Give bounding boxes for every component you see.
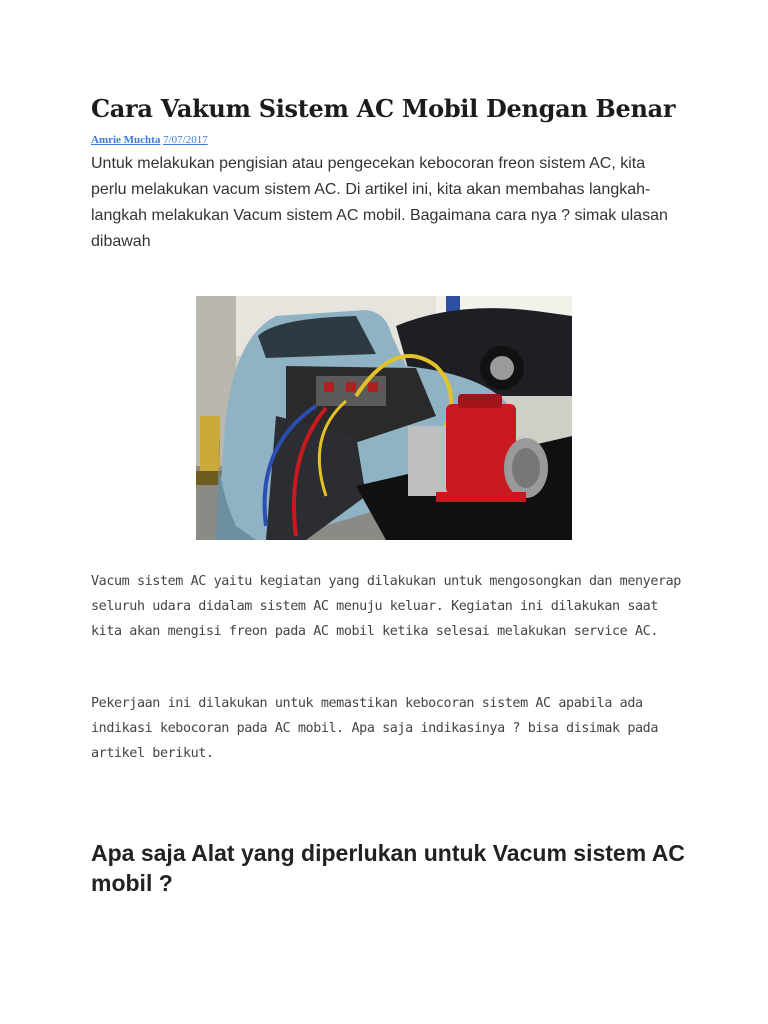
section-heading: Apa saja Alat yang diperlukan untuk Vacum sistem AC mobil ? — [91, 840, 685, 896]
article-title: Cara Vakum Sistem AC Mobil Dengan Benar — [91, 94, 676, 123]
hero-image — [196, 296, 572, 540]
intro-paragraph: Untuk melakukan pengisian atau pengecekan kebocoran freon sistem AC, kita perlu melakukan vacum sistem AC. Di artikel ini, kita akan membahas langkah-langkah melakukan Vacum sistem AC mobil. Bagaimana cara nya ? simak ulasan dibawah — [91, 155, 668, 250]
body-paragraph-2: Pekerjaan ini dilakukan untuk memastikan kebocoran sistem AC apabila ada indikasi kebocoran pada AC mobil. Apa saja indikasinya ? bisa disimak pada artikel berikut. — [91, 696, 658, 761]
article-meta — [91, 133, 208, 147]
body-paragraph-1: Vacum sistem AC yaitu kegiatan yang dilakukan untuk mengosongkan dan menyerap seluruh udara didalam sistem AC menuju keluar. Kegiatan ini dilakukan saat kita akan mengisi freon pada AC mobil ketika selesai melakukan service AC. — [91, 574, 681, 639]
car-vacuum-pump-photo-icon — [196, 296, 572, 540]
date-link[interactable]: 7/07/2017 — [163, 134, 208, 146]
author-link[interactable]: Amrie Muchta — [91, 134, 161, 146]
